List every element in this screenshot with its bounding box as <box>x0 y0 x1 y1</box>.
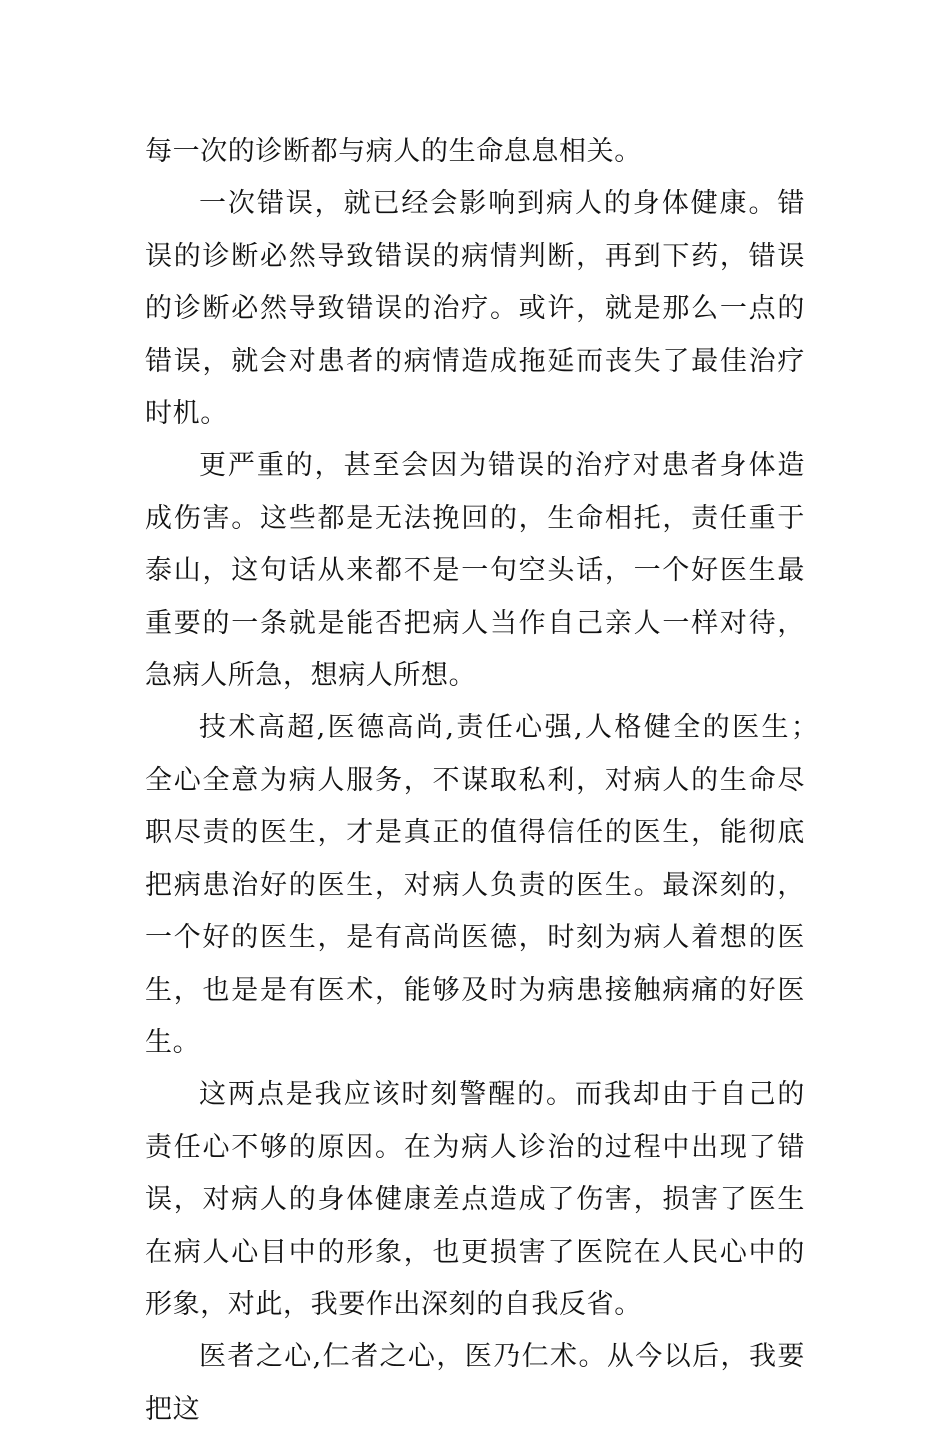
paragraph-5: 这两点是我应该时刻警醒的。而我却由于自己的责任心不够的原因。在为病人诊治的过程中出现了错误，对病人的身体健康差点造成了伤害，损害了医生在病人心目中的形象，也更损害了医院在人民心中的形象，对此，我要作出深刻的自我反省。 <box>145 1079 805 1320</box>
paragraph-6: 医者之心,仁者之心，医乃仁术。从今以后，我要把这 <box>145 1341 805 1425</box>
paragraph-2: 一次错误，就已经会影响到病人的身体健康。错误的诊断必然导致错误的病情判断，再到下药，错误的诊断必然导致错误的治疗。或许，就是那么一点的错误，就会对患者的病情造成拖延而丧失了最佳治疗时机。 <box>145 188 805 430</box>
document-body <box>145 126 833 1436</box>
paragraph-3: 更严重的，甚至会因为错误的治疗对患者身体造成伤害。这些都是无法挽回的，生命相托，责任重于泰山，这句话从来都不是一句空头话，一个好医生最重要的一条就是能否把病人当作自己亲人一样对待，急病人所急，想病人所想。 <box>145 450 805 692</box>
paragraph-4: 技术高超,医德高尚,责任心强,人格健全的医生； 全心全意为病人服务，不谋取私利，对病人的生命尽职尽责的医生，才是真正的值得信任的医生，能彻底把病患治好的医生，对病人负责的医生。最深刻的，一个好的医生，是有高尚医德，时刻为病人着想的医生，也是是有医术，能够及时为病患接触病痛的好医生。 <box>145 712 833 1058</box>
paragraph-1: 每一次的诊断都与病人的生命息息相关。 <box>145 136 642 167</box>
